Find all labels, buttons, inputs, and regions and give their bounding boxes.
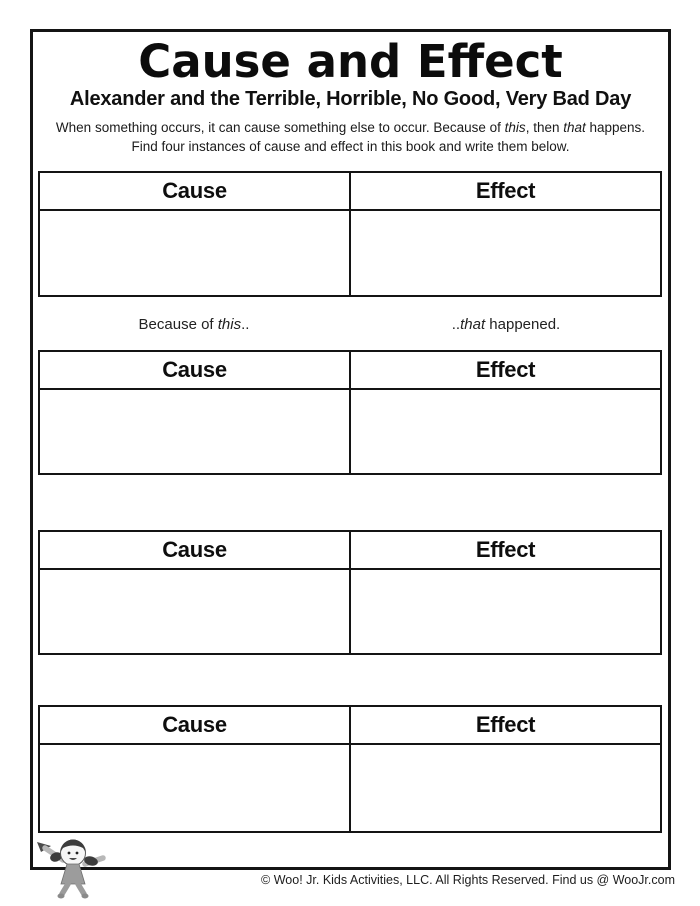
cause-effect-table-3 <box>38 530 662 655</box>
cause-blank-cell-4 <box>40 745 351 831</box>
cause-effect-table-4 <box>38 705 662 833</box>
woojr-girl-mascot-icon <box>35 836 119 902</box>
effect-header-4: Effect <box>351 707 660 745</box>
effect-header-3: Effect <box>351 532 660 570</box>
copyright-footer: © Woo! Jr. Kids Activities, LLC. All Rights Reserved. Find us @ WooJr.com <box>261 873 675 887</box>
cause-caption-part2: .. <box>241 316 250 333</box>
effect-header-2: Effect <box>351 352 660 390</box>
effect-blank-cell-3 <box>351 570 660 653</box>
cause-blank-cell-2 <box>40 390 351 473</box>
instructions-text <box>51 118 651 156</box>
cause-header-2: Cause <box>40 352 351 390</box>
cause-header-1: Cause <box>40 173 351 211</box>
worksheet-page <box>30 29 671 870</box>
cause-header-4: Cause <box>40 707 351 745</box>
cause-header-3: Cause <box>40 532 351 570</box>
cause-effect-table-2 <box>38 350 662 475</box>
effect-header-1: Effect <box>351 173 660 211</box>
worksheet-header <box>33 35 668 157</box>
cause-blank-cell-3 <box>40 570 351 653</box>
cause-caption-italic: this <box>217 316 242 333</box>
instructions-part3: happens. Find four instances of cause and effect in this book and write them below. <box>131 120 646 155</box>
effect-caption-italic: that <box>460 316 486 333</box>
effect-caption <box>350 316 662 333</box>
cause-caption <box>38 316 350 333</box>
effect-blank-cell-2 <box>351 390 660 473</box>
instructions-italic-this: this <box>504 120 526 136</box>
book-subtitle: Alexander and the Terrible, Horrible, No Good, Very Bad Day <box>69 88 632 111</box>
effect-blank-cell-1 <box>351 211 660 295</box>
effect-caption-part2: happened. <box>485 316 561 333</box>
effect-caption-part1: .. <box>451 316 461 333</box>
instructions-part2: , then <box>525 120 564 136</box>
cause-caption-part1: Because of <box>138 316 218 333</box>
page-title: Cause and Effect <box>138 35 563 88</box>
example-caption-row <box>38 316 662 333</box>
instructions-part1: When something occurs, it can cause something else to occur. Because of <box>55 120 505 136</box>
instructions-italic-that: that <box>563 120 586 136</box>
cause-blank-cell-1 <box>40 211 351 295</box>
cause-effect-table-1 <box>38 171 662 297</box>
effect-blank-cell-4 <box>351 745 660 831</box>
